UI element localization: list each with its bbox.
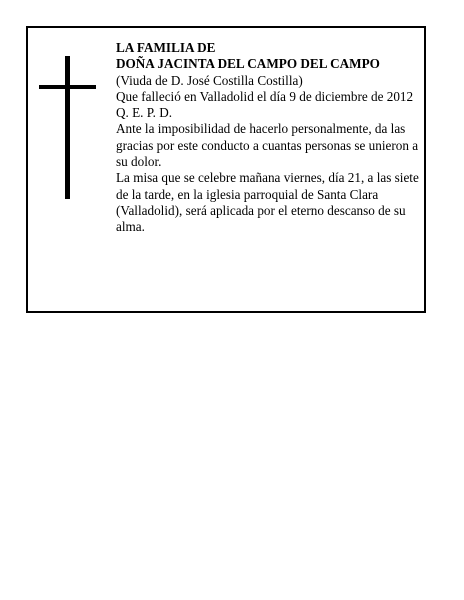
notice-heading-family: LA FAMILIA DE	[116, 40, 216, 55]
cross-horizontal-bar	[39, 85, 96, 89]
notice-death-line: Que falleció en Valladolid el día 9 de diciembre de 2012	[116, 88, 414, 104]
obituary-notice	[26, 26, 426, 313]
notice-heading-name: DOÑA JACINTA DEL CAMPO DEL CAMPO	[116, 56, 380, 72]
notice-mass-paragraph: La misa que se celebre mañana viernes, día 21, a las siete de la tarde, en la iglesia parroquial de Santa Clara (Valladolid), será aplicada por el eterno descanso de su alma.	[116, 170, 419, 235]
cross-vertical-bar	[65, 56, 70, 199]
notice-qepd: Q. E. P. D.	[116, 105, 173, 121]
notice-thanks-paragraph: Ante la imposibilidad de hacerlo personalmente, da las gracias por este conducto a cuantas personas se unieron a su dolor.	[116, 121, 419, 170]
notice-widow-line: (Viuda de D. José Costilla Costilla)	[116, 72, 303, 88]
notice-text	[116, 40, 422, 236]
